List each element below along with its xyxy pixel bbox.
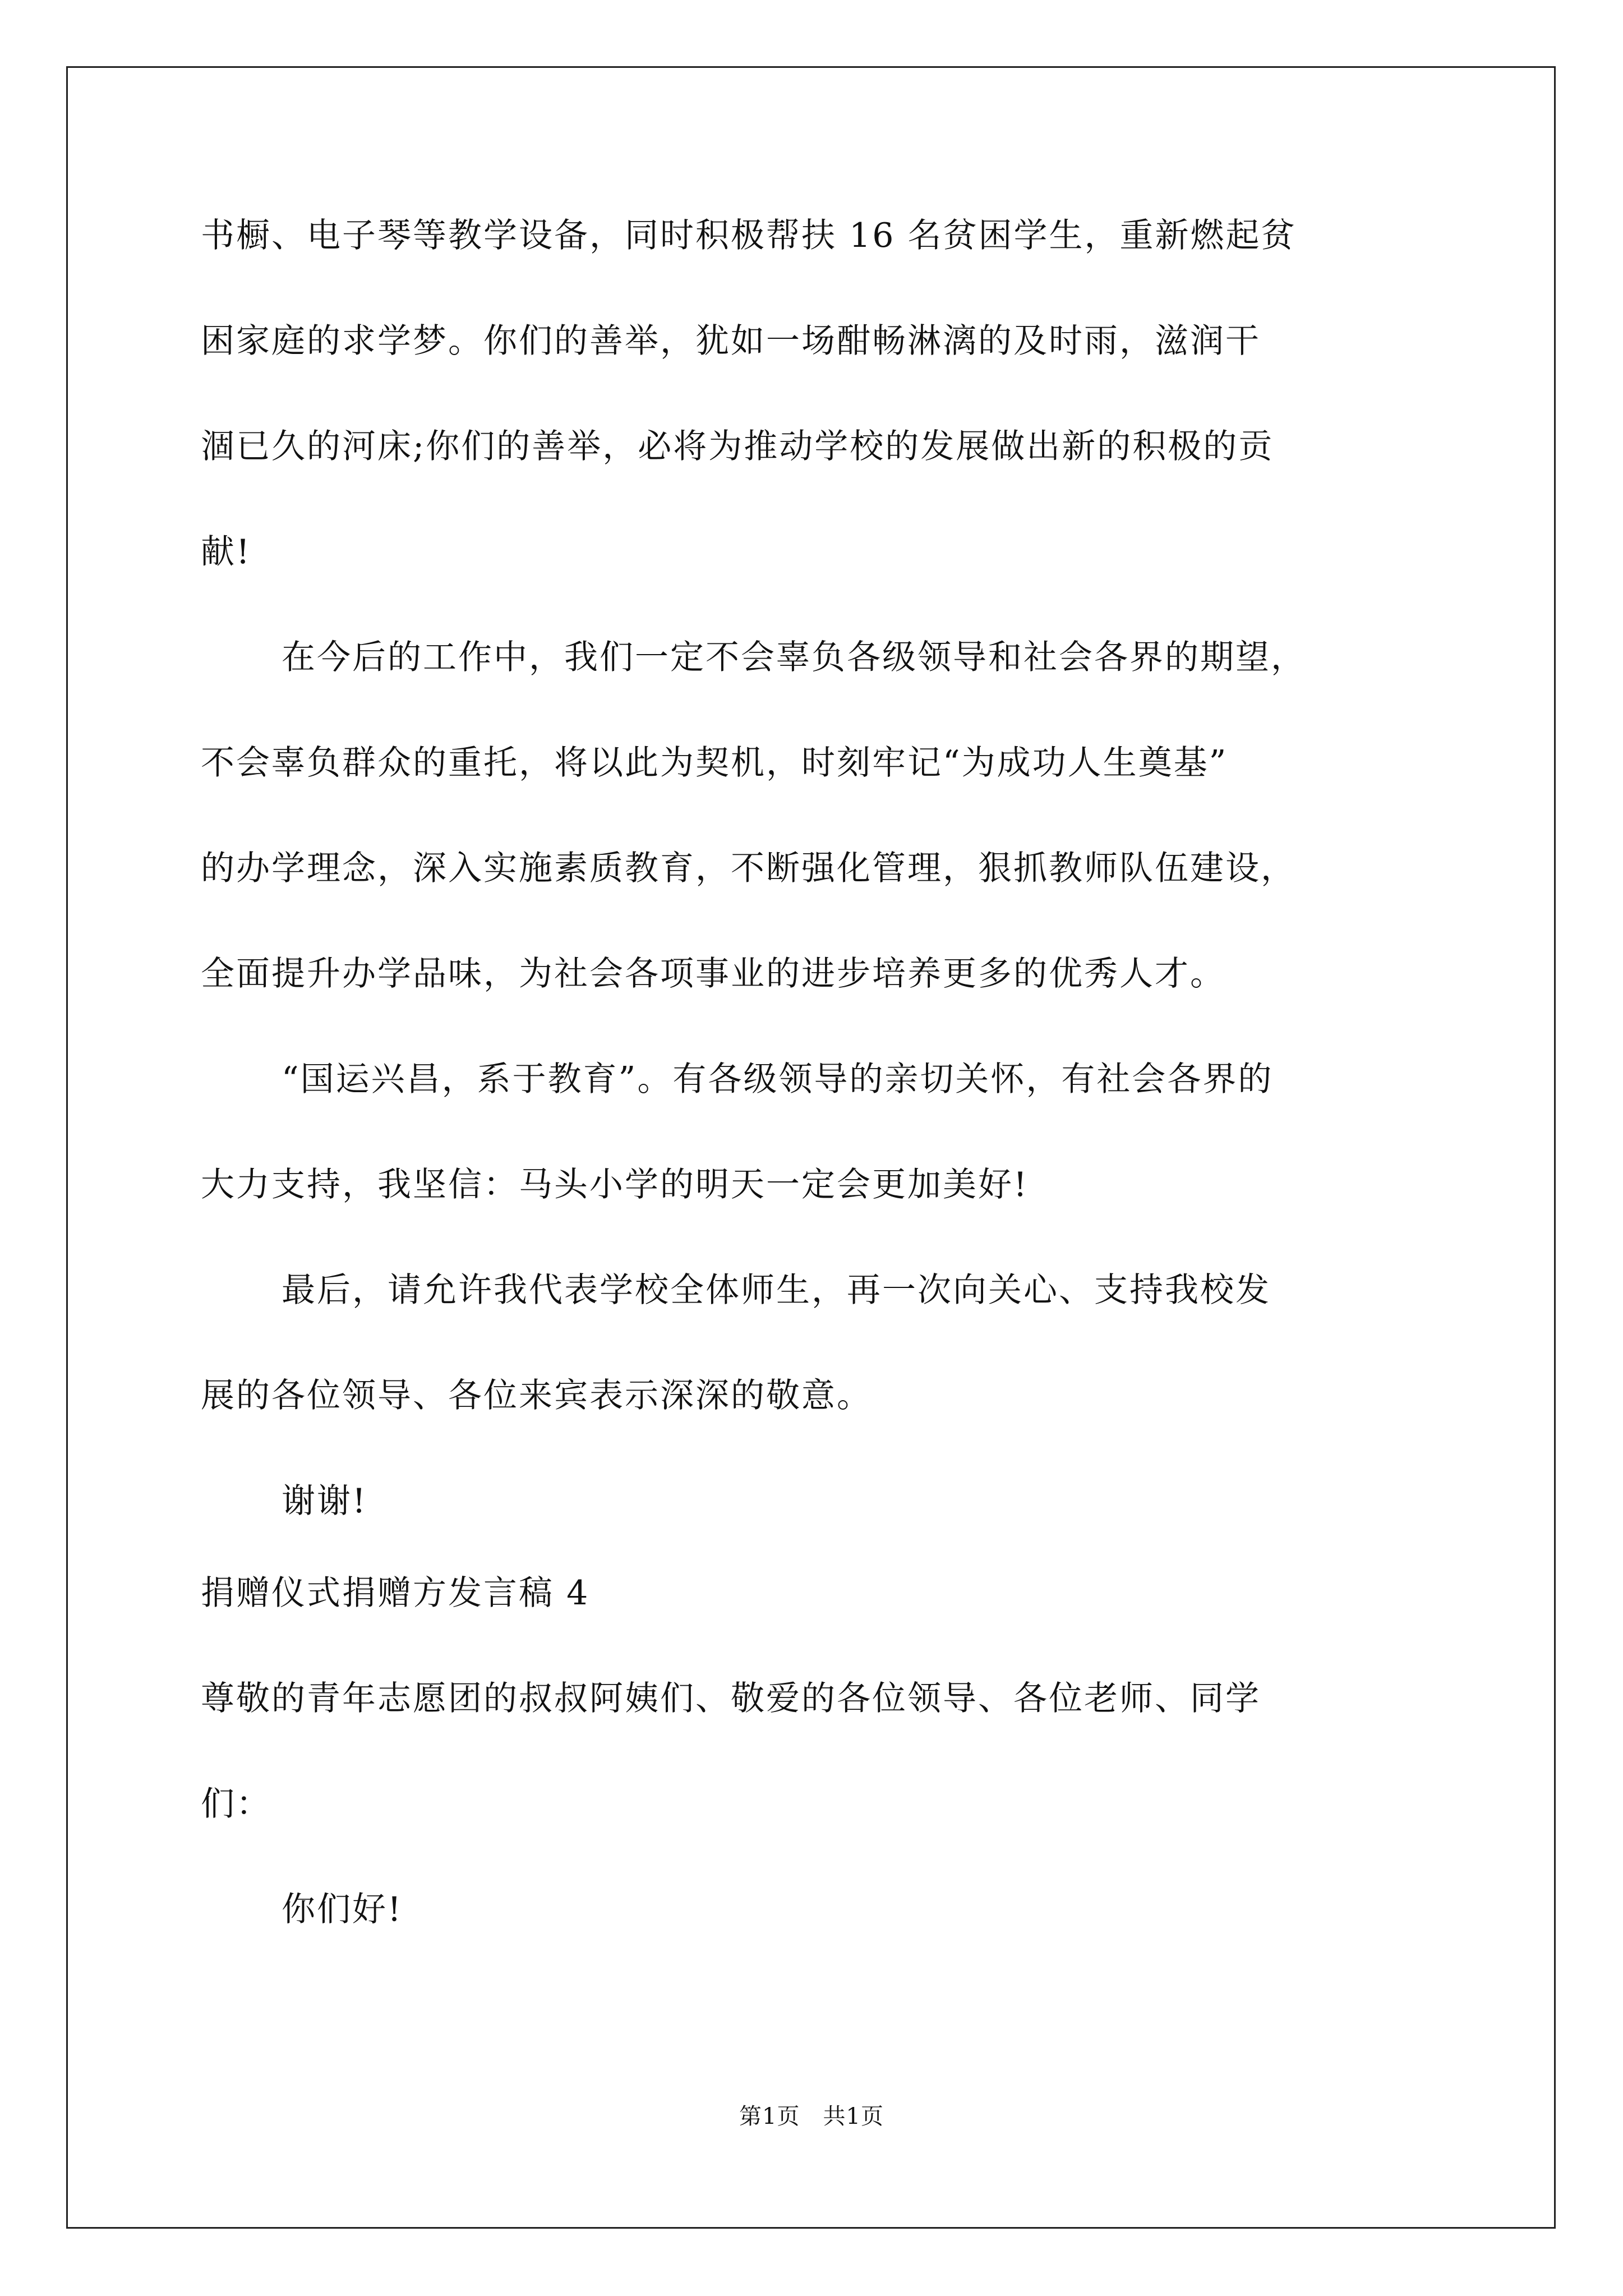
text-line: 书橱、电子琴等教学设备，同时积极帮扶 16 名贫困学生，重新燃起贫 — [201, 216, 1297, 255]
text-line: 涸已久的河床;你们的善举，必将为推动学校的发展做出新的积极的贡 — [201, 427, 1274, 466]
text-line: 献! — [201, 532, 252, 572]
text-line: 的办学理念，深入实施素质教育，不断强化管理，狠抓教师队伍建设， — [201, 849, 1296, 888]
paragraph-start-line: “国运兴昌，系于教育”。有各级领导的亲切关怀，有社会各界的 — [282, 1060, 1274, 1099]
text-line: 大力支持，我坚信：马头小学的明天一定会更加美好! — [201, 1165, 1029, 1204]
thanks-line: 谢谢! — [282, 1481, 368, 1521]
section-title: 捐赠仪式捐赠方发言稿 4 — [201, 1573, 590, 1613]
paragraph-start-line: 最后，请允许我代表学校全体师生，再一次向关心、支持我校发 — [282, 1271, 1271, 1310]
text-line: 展的各位领导、各位来宾表示深深的敬意。 — [201, 1376, 872, 1415]
text-line: 不会辜负群众的重托，将以此为契机，时刻牢记“为成功人生奠基” — [201, 743, 1228, 783]
page-footer: 第1页 共1页 — [739, 2104, 884, 2129]
salutation-line: 们： — [201, 1784, 271, 1824]
salutation-line: 尊敬的青年志愿团的叔叔阿姨们、敬爱的各位领导、各位老师、同学 — [201, 1679, 1261, 1718]
text-line: 全面提升办学品味，为社会各项事业的进步培养更多的优秀人才。 — [201, 954, 1225, 993]
paragraph-start-line: 在今后的工作中，我们一定不会辜负各级领导和社会各界的期望， — [282, 638, 1306, 677]
text-line: 困家庭的求学梦。你们的善举，犹如一场酣畅淋漓的及时雨，滋润干 — [201, 321, 1261, 361]
greeting-line: 你们好! — [282, 1890, 403, 1929]
